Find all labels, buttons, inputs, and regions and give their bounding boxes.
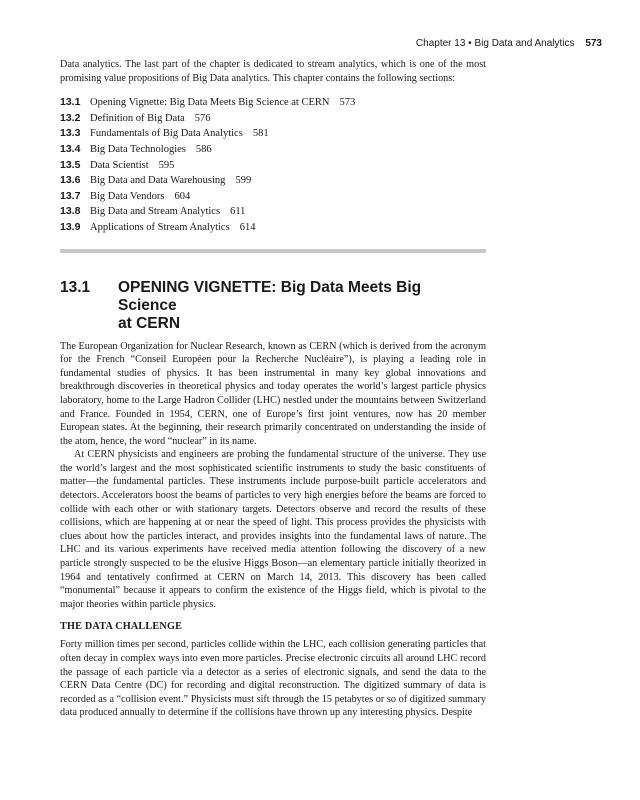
toc-number: 13.5 xyxy=(60,158,81,171)
toc-page: 586 xyxy=(195,143,212,155)
toc-page: 604 xyxy=(174,190,191,202)
body-paragraph-3: Forty million times per second, particles collide within the LHC, each collision generating particles that often decay in complex ways into even more particles. Precise electronic circuits all around LHC record the passage of each particle via a detector as a series of electronic signals, and send the data to the CERN Data Centre (DC) for recording and digital reconstruction. The digitized summary of data is recorded as a “collision event.” Physicists must sift through the 15 petabytes or so of digitized summary data produced annually to determine if the collisions have thrown up any interesting physics. Despite xyxy=(60,639,486,719)
toc-row xyxy=(60,111,486,127)
toc-row xyxy=(60,158,486,174)
toc-number: 13.2 xyxy=(60,111,81,124)
section-heading xyxy=(60,279,486,333)
toc-number: 13.9 xyxy=(60,220,81,233)
toc-title: Big Data and Data Warehousing xyxy=(90,175,226,187)
toc-page: 599 xyxy=(235,175,252,187)
section-title-line-2: at CERN xyxy=(118,314,181,332)
page-body xyxy=(60,58,486,720)
toc-row xyxy=(60,204,486,220)
toc-title: Big Data Technologies xyxy=(90,143,186,155)
toc-title: Applications of Stream Analytics xyxy=(90,221,230,233)
intro-paragraph: Data analytics. The last part of the chapter is dedicated to stream analytics, which is one of the most promising value propositions of Big Data analytics. This chapter contains the following sections: xyxy=(60,59,486,84)
body-paragraph-2: At CERN physicists and engineers are probing the fundamental structure of the universe. They use the world’s largest and the most sophisticated scientific instruments to study the basic constituents of matter—the fundamental particles. These instruments include purpose-built particle accelerators and detectors. Accelerators boost the beams of particles to very high energies before the beams are forced to collide with each other or with stationary targets. Detectors observe and record the results of these collisions, which are happening at or near the speed of light. This process provides the physicists with clues about how the particles interact, and provides insights into the fundamental laws of nature. The LHC and its various experiments have received media attention following the discovery of a new particle strongly suspected to be the elusive Higgs Boson—an elementary particle initially theorized in 1964 and tentatively confirmed at CERN on March 14, 2013. This discovery has been called “monumental” because it appears to confirm the existence of the Higgs field, which is pivotal to the major theories within particle physics. xyxy=(60,449,486,610)
page-number: 573 xyxy=(585,38,602,49)
toc-row xyxy=(60,173,486,189)
section-number: 13.1 xyxy=(60,278,91,296)
toc-title: Data Scientist xyxy=(90,159,149,171)
running-head-bullet: • xyxy=(468,38,472,49)
toc-page: 576 xyxy=(194,112,211,124)
toc-row xyxy=(60,95,486,111)
toc-number: 13.6 xyxy=(60,174,81,187)
toc-title: Definition of Big Data xyxy=(90,112,185,124)
toc-title: Opening Vignette: Big Data Meets Big Science at CERN xyxy=(90,97,330,109)
subheading: THE DATA CHALLENGE xyxy=(60,621,183,633)
toc-number: 13.8 xyxy=(60,205,81,218)
section-divider xyxy=(60,249,486,253)
section-list xyxy=(60,95,486,235)
running-head xyxy=(416,38,602,49)
toc-number: 13.1 xyxy=(60,96,81,109)
section-title-line-1: OPENING VIGNETTE: Big Data Meets Big Science xyxy=(118,278,422,314)
toc-page: 595 xyxy=(158,159,175,171)
body-paragraph-1: The European Organization for Nuclear Research, known as CERN (which is derived from the acronym for the French “Conseil Européen pour la Recherche Nucléaire”), is playing a leading role in fundamental studies of physics. It has been instrumental in many key global innovations and breakthrough discoveries in theoretical physics and today operates the world’s largest particle physics laboratory, home to the Large Hadron Collider (LHC) nestled under the mountains between Switzerland and France. Founded in 1954, CERN, one of Europe’s first joint ventures, now has 20 member European states. At the beginning, their research primarily concentrated on understanding the inside of the atom, hence, the word “nuclear” in its name. xyxy=(60,340,486,447)
running-head-title: Big Data and Analytics xyxy=(474,38,575,49)
toc-page: 611 xyxy=(230,206,246,218)
toc-title: Big Data Vendors xyxy=(90,190,165,202)
toc-number: 13.3 xyxy=(60,127,81,140)
toc-row xyxy=(60,142,486,158)
toc-page: 581 xyxy=(252,128,269,140)
section-title xyxy=(118,279,458,333)
toc-row xyxy=(60,126,486,142)
toc-row xyxy=(60,189,486,205)
toc-page: 573 xyxy=(339,97,356,109)
toc-row xyxy=(60,220,486,236)
toc-title: Fundamentals of Big Data Analytics xyxy=(90,128,243,140)
toc-title: Big Data and Stream Analytics xyxy=(90,206,221,218)
toc-number: 13.4 xyxy=(60,142,81,155)
running-head-chapter: Chapter 13 xyxy=(415,38,466,49)
toc-page: 614 xyxy=(239,221,256,233)
toc-number: 13.7 xyxy=(60,189,81,202)
